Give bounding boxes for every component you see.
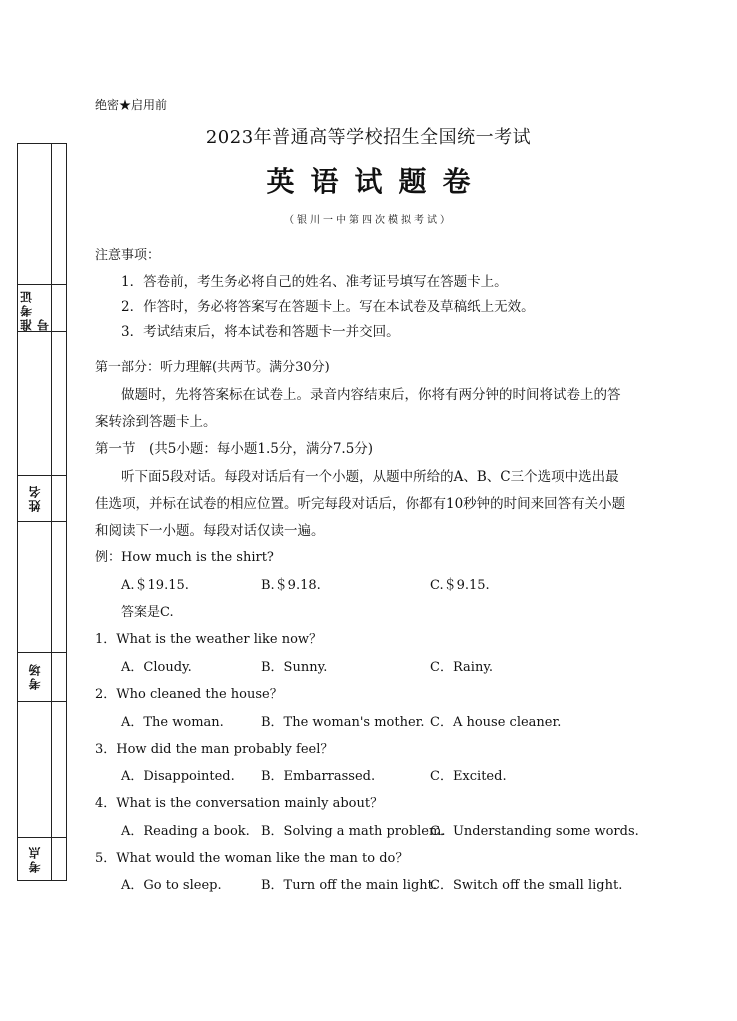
example-option-c: C.＄9.15. <box>430 578 490 593</box>
section1-instruction: 和阅读下一小题。每段对话仅读一遍。 <box>95 523 325 539</box>
strip-rule <box>18 701 66 702</box>
question-stem: 2．Who cleaned the house？ <box>95 687 283 702</box>
strip-label-exam-room: 考场 <box>28 662 42 691</box>
question-stem: 3．How did the man probably feel？ <box>95 742 334 757</box>
question-option-c: C．Excited. <box>430 769 507 784</box>
paper-title: 英语试题卷 <box>266 165 487 198</box>
strip-label-name: 姓名 <box>28 484 42 512</box>
section1-instruction: 佳选项，并标在试卷的相应位置。听完每段对话后，你都有10秒钟的时间来回答有关小题 <box>95 496 626 512</box>
strip-rule <box>18 331 66 332</box>
notes-item: 3．考试结束后，将本试卷和答题卡一并交回。 <box>121 324 400 340</box>
part1-instruction: 案转涂到答题卡上。 <box>95 414 217 430</box>
strip-label-exam-site: 考点 <box>28 845 42 874</box>
notes-heading: 注意事项： <box>95 248 161 263</box>
question-option-b: B．The woman's mother. <box>261 715 425 730</box>
section1-instruction: 听下面5段对话。每段对话后有一个小题，从题中所给的A、B、C三个选项中选出最 <box>121 469 619 485</box>
notes-item: 2．作答时，务必将答案写在答题卡上。写在本试卷及草稿纸上无效。 <box>121 299 535 315</box>
question-option-a: A．The woman. <box>121 715 224 730</box>
question-option-b: B．Solving a math problem. <box>261 824 446 839</box>
example-option-a: A.＄19.15. <box>121 578 189 593</box>
question-stem: 5．What would the woman like the man to do？ <box>95 851 409 866</box>
question-option-c: C．A house cleaner. <box>430 715 562 730</box>
binding-strip <box>17 143 67 881</box>
question-stem: 4．What is the conversation mainly about？ <box>95 796 384 811</box>
strip-label-exam-number: 准考证号 <box>19 289 51 331</box>
part1-instruction: 做题时，先将答案标在试卷上。录音内容结束后，你将有两分钟的时间将试卷上的答 <box>121 387 621 403</box>
part1-heading: 第一部分：听力理解(共两节。满分30分) <box>95 360 330 375</box>
question-option-b: B．Turn off the main light. <box>261 878 438 893</box>
strip-rule <box>18 521 66 522</box>
strip-divider <box>51 144 52 880</box>
example-answer: 答案是C. <box>121 605 174 620</box>
exam-title: 2023年普通高等学校招生全国统一考试 <box>205 127 532 148</box>
example-question: 例：How much is the shirt? <box>95 550 274 565</box>
notes-item: 1．答卷前，考生务必将自己的姓名、准考证号填写在答题卡上。 <box>121 274 508 290</box>
question-stem: 1．What is the weather like now？ <box>95 632 323 647</box>
question-option-a: A．Reading a book. <box>121 824 250 839</box>
question-option-c: C．Rainy. <box>430 660 494 675</box>
paper-subtitle: （银川一中第四次模拟考试） <box>284 215 453 226</box>
question-option-c: C．Switch off the small light. <box>430 878 623 893</box>
question-option-a: A．Cloudy. <box>121 660 192 675</box>
question-option-a: A．Disappointed. <box>121 769 235 784</box>
question-option-a: A．Go to sleep. <box>121 878 222 893</box>
section1-heading: 第一节 (共5小题：每小题1.5分，满分7.5分) <box>95 441 374 457</box>
secret-mark: 绝密★启用前 <box>95 98 168 112</box>
example-option-b: B.＄9.18. <box>261 578 321 593</box>
question-option-b: B．Sunny. <box>261 660 328 675</box>
question-option-c: C．Understanding some words. <box>430 824 639 839</box>
question-option-b: B．Embarrassed. <box>261 769 376 784</box>
